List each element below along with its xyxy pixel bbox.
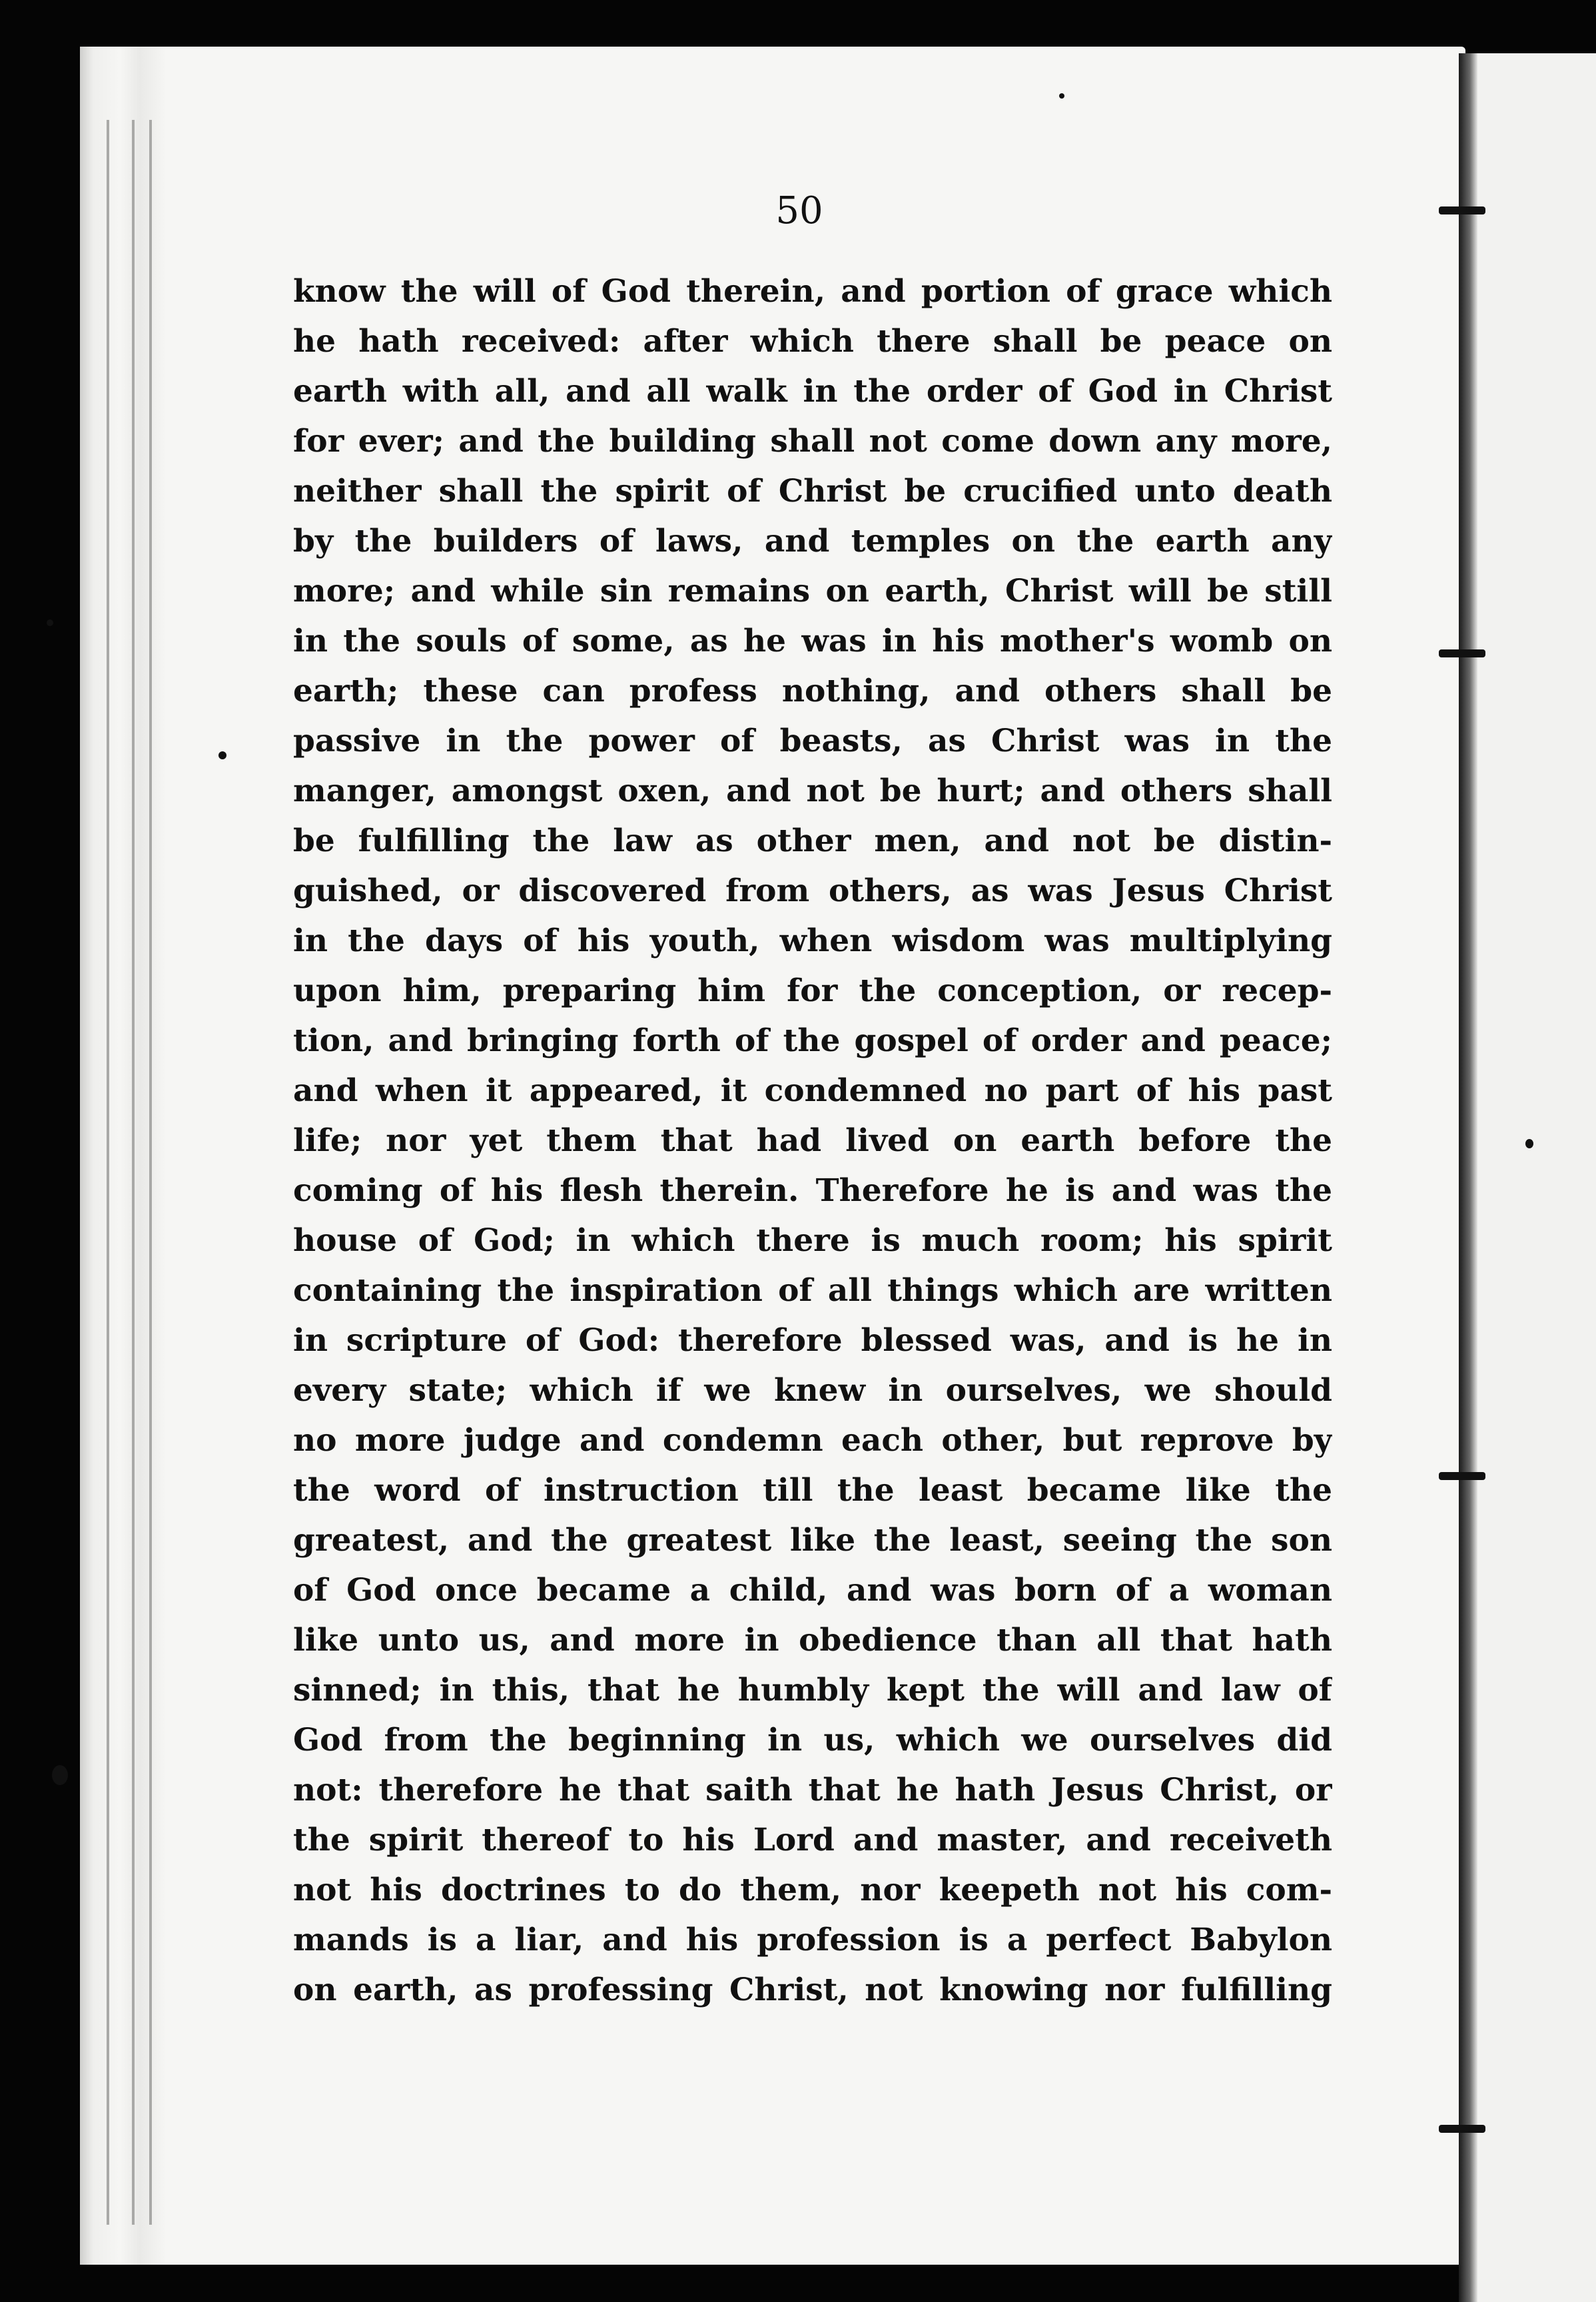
- page-number: 50: [775, 189, 823, 232]
- text-line: tion, and bringing forth of the gospel of order and peace;: [293, 1022, 1332, 1059]
- text-line: life; nor yet them that had lived on earth before the: [293, 1122, 1332, 1159]
- text-line: by the builders of laws, and temples on the earth any: [293, 523, 1332, 560]
- text-line: the word of instruction till the least became like the: [293, 1472, 1332, 1509]
- text-line: for ever; and the building shall not come down any more,: [293, 423, 1332, 460]
- text-line: no more judge and condemn each other, but reprove by: [293, 1422, 1332, 1459]
- text-line: more; and while sin remains on earth, Christ will be still: [293, 573, 1332, 609]
- text-line: neither shall the spirit of Christ be crucified unto death: [293, 473, 1332, 510]
- ink-speck: [1059, 93, 1064, 99]
- text-line: manger, amongst oxen, and not be hurt; and others shall: [293, 773, 1332, 809]
- ink-speck: [218, 751, 226, 759]
- text-line: earth; these can profess nothing, and others shall be: [293, 673, 1332, 709]
- binding-thread: [1439, 206, 1485, 214]
- text-line: in the days of his youth, when wisdom was multiplying: [293, 923, 1332, 959]
- text-line: mands is a liar, and his profession is a perfect Babylon: [293, 1922, 1332, 1958]
- text-line: house of God; in which there is much room; his spirit: [293, 1222, 1332, 1259]
- text-line: sinned; in this, that he humbly kept the will and law of: [293, 1672, 1332, 1709]
- binding-thread: [1439, 649, 1485, 657]
- page-edges: [80, 47, 167, 2265]
- ink-speck: [47, 619, 53, 626]
- page-edge-line: [132, 120, 135, 2225]
- body-text: [293, 266, 1332, 2015]
- text-line: in scripture of God: therefore blessed was, and is he in: [293, 1322, 1332, 1359]
- text-line: containing the inspiration of all things which are written: [293, 1272, 1332, 1309]
- binding-thread: [1439, 1472, 1485, 1480]
- binding-spine: [1459, 53, 1596, 2302]
- text-line: upon him, preparing him for the conception, or recep-: [293, 972, 1332, 1009]
- text-line: he hath received: after which there shall be peace on: [293, 323, 1332, 360]
- page-edge-line: [107, 120, 109, 2225]
- text-line: greatest, and the greatest like the least, seeing the son: [293, 1522, 1332, 1559]
- text-line: not: therefore he that saith that he hath Jesus Christ, or: [293, 1772, 1332, 1808]
- text-line: be fulfilling the law as other men, and not be distin-: [293, 823, 1332, 859]
- text-line: guished, or discovered from others, as was Jesus Christ: [293, 873, 1332, 909]
- page-edge-line: [149, 120, 152, 2225]
- text-line: coming of his flesh therein. Therefore he is and was the: [293, 1172, 1332, 1209]
- text-line: earth with all, and all walk in the order of God in Christ: [293, 373, 1332, 410]
- text-line: on earth, as professing Christ, not knowing nor fulfilling: [293, 1972, 1332, 2008]
- text-line: know the will of God therein, and portion of grace which: [293, 273, 1332, 310]
- text-line: of God once became a child, and was born of a woman: [293, 1572, 1332, 1609]
- ink-speck: [1525, 1139, 1533, 1148]
- text-line: like unto us, and more in obedience than all that hath: [293, 1622, 1332, 1659]
- text-line: the spirit thereof to his Lord and master, and receiveth: [293, 1822, 1332, 1858]
- text-line: every state; which if we knew in ourselves, we should: [293, 1372, 1332, 1409]
- text-line: in the souls of some, as he was in his mother's womb on: [293, 623, 1332, 659]
- text-line: passive in the power of beasts, as Christ was in the: [293, 723, 1332, 759]
- binding-thread: [1439, 2125, 1485, 2133]
- text-line: not his doctrines to do them, nor keepeth not his com-: [293, 1872, 1332, 1908]
- spine-shadow: [1459, 53, 1477, 2302]
- ink-speck: [52, 1765, 68, 1785]
- text-line: God from the beginning in us, which we ourselves did: [293, 1722, 1332, 1758]
- text-line: and when it appeared, it condemned no part of his past: [293, 1072, 1332, 1109]
